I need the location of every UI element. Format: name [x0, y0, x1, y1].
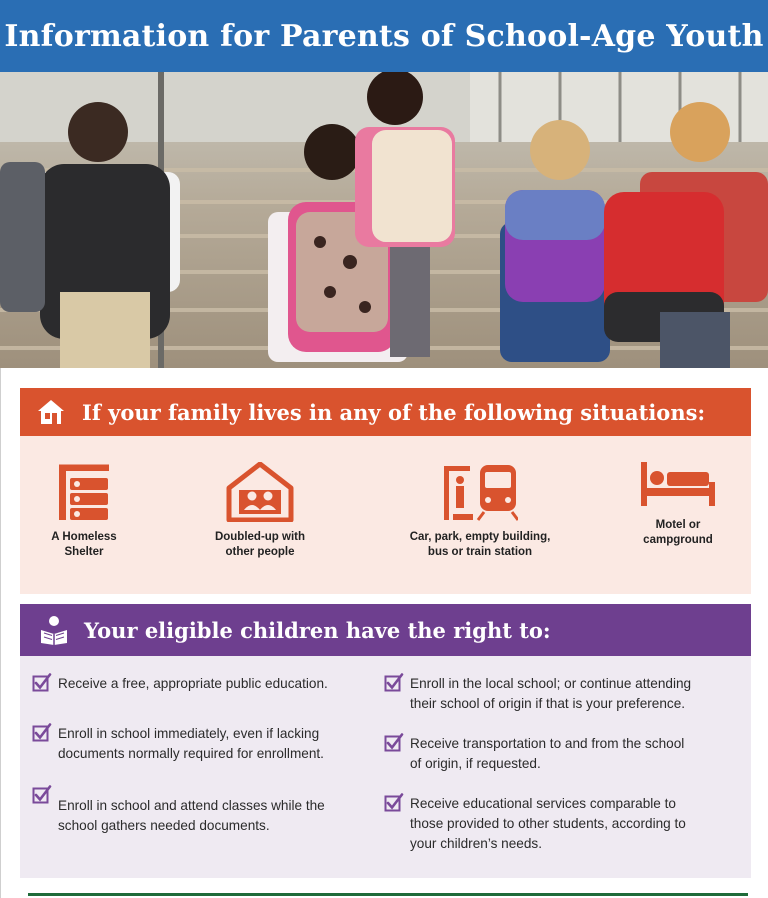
situation-label-line1: A Homeless: [51, 531, 117, 543]
shelter-icon: [56, 462, 112, 522]
right-text-line1: Receive educational services comparable to: [410, 796, 676, 811]
situation-label-line2: campground: [643, 534, 713, 546]
situations-heading: If your family lives in any of the following situations:: [82, 399, 706, 425]
right-text-line1: Enroll in school and attend classes while the: [58, 798, 325, 813]
right-text-line2: documents normally required for enrollment.: [58, 746, 324, 761]
bottom-divider: [28, 893, 748, 896]
checkbox-icon: [384, 733, 404, 753]
checkbox-icon: [32, 673, 52, 693]
rights-section: [20, 604, 751, 878]
situations-section: [20, 388, 751, 594]
right-text-line2: those provided to other students, according to: [410, 816, 686, 831]
right-text-line3: your children’s needs.: [410, 836, 542, 851]
situation-label-line2: bus or train station: [427, 546, 533, 558]
bed-icon: [639, 458, 717, 510]
right-item: [32, 724, 382, 764]
bus-train-station-icon: [442, 462, 518, 522]
right-item: [32, 786, 382, 836]
situation-item-motel: [628, 458, 728, 548]
right-text-line1: Enroll in the local school; or continue attending: [410, 676, 692, 691]
situation-label-line2: other people: [225, 546, 295, 558]
children-running-photo: [0, 72, 768, 368]
situation-item-doubled-up: [210, 462, 310, 560]
people-house-icon: [225, 462, 295, 522]
right-text-line1: Receive transportation to and from the school: [410, 736, 685, 751]
right-item: [32, 674, 372, 694]
right-text-line2: of origin, if requested.: [410, 756, 541, 771]
right-text-line2: their school of origin if that is your preference.: [410, 696, 686, 711]
title-bar: [0, 0, 768, 72]
situation-item-car-park-station: [395, 462, 565, 560]
situation-item-shelter: [44, 462, 124, 560]
situation-label-line1: Doubled-up with: [214, 531, 306, 543]
rights-heading: Your eligible children have the right to:: [84, 617, 551, 643]
checkbox-icon: [32, 785, 52, 805]
situations-header: [20, 388, 751, 436]
hero-photo: [0, 72, 768, 368]
house-icon: [36, 397, 66, 427]
rights-header: [20, 604, 751, 656]
right-item: [384, 674, 744, 714]
situations-list: [20, 436, 751, 594]
checkbox-icon: [384, 673, 404, 693]
right-text-line2: school gathers needed documents.: [58, 818, 270, 833]
checkbox-icon: [384, 793, 404, 813]
right-text-line1: Receive a free, appropriate public education.: [58, 676, 328, 691]
right-text-line1: Enroll in school immediately, even if lacking: [58, 726, 320, 741]
rights-list: [20, 656, 751, 878]
situation-label-line2: Shelter: [64, 546, 104, 558]
reader-icon: [38, 614, 70, 646]
checkbox-icon: [32, 723, 52, 743]
right-item: [384, 734, 744, 774]
situation-label-line1: Car, park, empty building,: [409, 531, 551, 543]
right-item: [384, 794, 744, 854]
page-title: Information for Parents of School-Age Youth: [4, 18, 764, 54]
situation-label-line1: Motel or: [655, 519, 701, 531]
